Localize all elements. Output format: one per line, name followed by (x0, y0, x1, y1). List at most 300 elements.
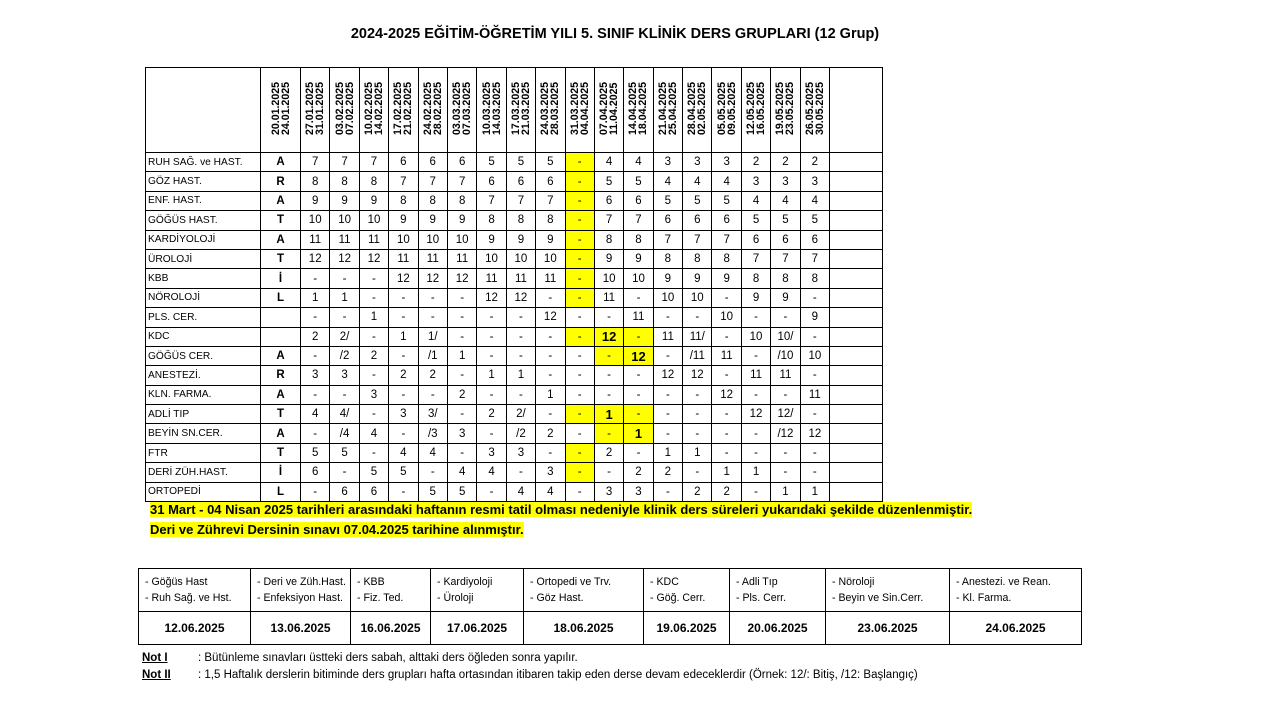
table-row (146, 366, 883, 385)
group-cell: 12 (330, 249, 359, 268)
group-cell: - (330, 385, 359, 404)
group-cell: 5 (594, 172, 623, 191)
group-cell: - (800, 288, 829, 307)
group-cell: - (712, 443, 741, 462)
group-letter: R (261, 366, 301, 385)
group-cell: 3 (653, 153, 682, 172)
holiday-notice-line1: 31 Mart - 04 Nisan 2025 tarihleri arasındaki haftanın resmi tatil olması nedeniyle klinik ders süreleri yukarıdaki şekilde düzenlenmiştir. (150, 502, 973, 517)
group-cell: 1 (800, 482, 829, 501)
group-letter: L (261, 482, 301, 501)
group-cell: 11 (594, 288, 623, 307)
week-date-range (335, 82, 355, 135)
week-end-date: 21.02.2025 (402, 81, 415, 136)
group-cell: 9 (447, 211, 476, 230)
course-name: FTR (146, 443, 261, 462)
group-cell: 6 (301, 463, 330, 482)
group-letter (261, 327, 301, 346)
group-cell: - (565, 385, 594, 404)
table-row (146, 346, 883, 365)
group-cell: - (477, 346, 506, 365)
week-end-date: 30.05.2025 (813, 81, 826, 136)
group-cell: 5 (536, 153, 565, 172)
group-cell: 7 (771, 249, 800, 268)
group-cell: 5 (624, 172, 653, 191)
group-cell: 2 (624, 463, 653, 482)
group-cell: /12 (771, 424, 800, 443)
week-header (447, 68, 476, 153)
group-cell: 3 (536, 463, 565, 482)
table-row (146, 463, 883, 482)
table-row (146, 153, 883, 172)
course-name: ORTOPEDİ (146, 482, 261, 501)
holiday-notice-line2: Deri ve Zührevi Dersinin sınavı 07.04.2025 tarihine alınmıştır. (150, 522, 524, 537)
group-cell: - (506, 308, 535, 327)
group-letter: A (261, 191, 301, 210)
schedule-table (145, 67, 883, 502)
group-cell: 1 (536, 385, 565, 404)
week-start-date: 17.03.2025 (509, 81, 522, 136)
group-cell: 8 (536, 211, 565, 230)
exam-subjects (644, 569, 730, 612)
week-header (301, 68, 330, 153)
week-date-range (271, 82, 291, 135)
group-letter: L (261, 288, 301, 307)
group-cell: 1 (447, 346, 476, 365)
group-cell: 6 (800, 230, 829, 249)
group-cell: - (594, 424, 623, 443)
group-cell: - (771, 443, 800, 462)
group-cell: - (389, 346, 418, 365)
group-cell: 10 (330, 211, 359, 230)
table-row (146, 230, 883, 249)
group-cell: - (741, 482, 770, 501)
group-cell: - (683, 463, 712, 482)
week-end-date: 28.02.2025 (431, 81, 444, 136)
group-cell: - (771, 308, 800, 327)
group-cell: 7 (712, 230, 741, 249)
group-cell: 2/ (506, 405, 535, 424)
group-cell: - (447, 327, 476, 346)
row-blank (830, 482, 883, 501)
group-cell: 3 (741, 172, 770, 191)
group-cell: - (389, 308, 418, 327)
course-name: ÜROLOJİ (146, 249, 261, 268)
group-cell: 4 (741, 191, 770, 210)
group-cell: 4 (800, 191, 829, 210)
group-cell: - (418, 308, 447, 327)
group-cell: 6 (594, 191, 623, 210)
course-name: KARDİYOLOJİ (146, 230, 261, 249)
row-blank (830, 172, 883, 191)
group-cell: 8 (477, 211, 506, 230)
group-cell: - (506, 327, 535, 346)
week-end-date: 16.05.2025 (755, 81, 768, 136)
group-cell: 5 (418, 482, 447, 501)
group-cell: - (536, 288, 565, 307)
exam-schedule-table (138, 568, 1082, 645)
exam-afternoon-course: - Pls. Cerr. (736, 592, 787, 604)
week-date-range (423, 82, 443, 135)
course-name: ENF. HAST. (146, 191, 261, 210)
group-cell: 7 (477, 191, 506, 210)
course-name: ANESTEZİ. (146, 366, 261, 385)
group-cell: 2 (359, 346, 388, 365)
week-start-date: 24.03.2025 (539, 81, 552, 136)
group-cell: - (741, 308, 770, 327)
group-cell: 10 (800, 346, 829, 365)
group-cell: 10 (418, 230, 447, 249)
group-cell: - (330, 463, 359, 482)
group-cell: 12 (712, 385, 741, 404)
group-cell: 9 (741, 288, 770, 307)
week-end-date: 14.03.2025 (490, 81, 503, 136)
week-start-date: 12.05.2025 (745, 81, 758, 136)
group-cell: - (536, 366, 565, 385)
group-cell: 1 (771, 482, 800, 501)
exam-subjects (524, 569, 644, 612)
group-cell: 1 (330, 288, 359, 307)
group-cell: 12 (389, 269, 418, 288)
exam-morning-course: - Adli Tıp (736, 576, 778, 588)
group-cell: 4 (712, 172, 741, 191)
course-name: KBB (146, 269, 261, 288)
group-cell: - (565, 249, 594, 268)
group-cell: - (477, 308, 506, 327)
footnote-label: Not II (142, 669, 171, 681)
group-letter: T (261, 249, 301, 268)
group-cell: - (447, 405, 476, 424)
footnote-text: : Bütünleme sınavları üstteki ders sabah, alttaki ders öğleden sonra yapılır. (198, 652, 578, 664)
week-start-date: 28.04.2025 (686, 81, 699, 136)
group-cell: - (712, 424, 741, 443)
group-cell: - (389, 424, 418, 443)
group-cell: 2 (594, 443, 623, 462)
week-header (330, 68, 359, 153)
group-cell: 9 (712, 269, 741, 288)
course-name: RUH SAĞ. ve HAST. (146, 153, 261, 172)
table-row (146, 424, 883, 443)
group-cell: 1/ (418, 327, 447, 346)
group-cell: - (565, 230, 594, 249)
group-cell: - (565, 269, 594, 288)
exam-afternoon-course: - Kl. Farma. (956, 592, 1012, 604)
group-cell: - (594, 385, 623, 404)
exam-date: 24.06.2025 (950, 612, 1082, 645)
exam-subjects (950, 569, 1082, 612)
week-date-range (364, 82, 384, 135)
group-letter: A (261, 346, 301, 365)
group-cell: - (565, 172, 594, 191)
group-cell: 11 (712, 346, 741, 365)
group-cell: 8 (330, 172, 359, 191)
group-cell: 4 (447, 463, 476, 482)
group-cell: 10 (389, 230, 418, 249)
table-row (146, 385, 883, 404)
exam-morning-course: - Kardiyoloji (437, 576, 493, 588)
row-blank (830, 308, 883, 327)
week-header (389, 68, 418, 153)
group-cell: - (565, 153, 594, 172)
row-blank (830, 443, 883, 462)
group-cell: 12 (653, 366, 682, 385)
group-cell: 12 (506, 288, 535, 307)
group-cell: 2 (301, 327, 330, 346)
row-blank (830, 385, 883, 404)
week-date-range (628, 82, 648, 135)
group-cell: 1 (741, 463, 770, 482)
group-cell: 10 (506, 249, 535, 268)
group-cell: 1 (683, 443, 712, 462)
week-end-date: 02.05.2025 (696, 81, 709, 136)
group-cell: - (683, 405, 712, 424)
group-cell: 8 (506, 211, 535, 230)
group-cell: 6 (653, 211, 682, 230)
group-cell: 9 (389, 211, 418, 230)
week-header (800, 68, 829, 153)
week-start-date: 27.01.2025 (304, 81, 317, 136)
course-name: GÖĞÜS CER. (146, 346, 261, 365)
group-cell: 11 (536, 269, 565, 288)
group-cell: 6 (683, 211, 712, 230)
group-cell: - (565, 443, 594, 462)
group-cell: 12 (624, 346, 653, 365)
row-blank (830, 346, 883, 365)
group-cell: 9 (359, 191, 388, 210)
group-cell: 2 (683, 482, 712, 501)
row-blank (830, 366, 883, 385)
group-cell: - (653, 424, 682, 443)
group-cell: 10 (594, 269, 623, 288)
group-cell: 12 (800, 424, 829, 443)
group-cell: 5 (301, 443, 330, 462)
group-cell: 9 (594, 249, 623, 268)
exam-subjects (251, 569, 351, 612)
group-cell: 6 (330, 482, 359, 501)
group-cell: 10 (359, 211, 388, 230)
group-cell: 7 (447, 172, 476, 191)
course-name: BEYİN SN.CER. (146, 424, 261, 443)
group-cell: 4/ (330, 405, 359, 424)
group-cell: 2 (536, 424, 565, 443)
group-letter: A (261, 385, 301, 404)
week-start-date: 21.04.2025 (656, 81, 669, 136)
group-cell: 6 (389, 153, 418, 172)
footnote-text: : 1,5 Haftalık derslerin bitiminde ders grupları hafta ortasından itibaren takip eden derse devam edeceklerdir (Örnek: 12/: Bitiş, /12: Başlangıç) (198, 669, 918, 681)
group-cell: - (565, 211, 594, 230)
week-header (506, 68, 535, 153)
group-cell: 5 (653, 191, 682, 210)
group-cell: 9 (506, 230, 535, 249)
group-cell: 11 (330, 230, 359, 249)
group-cell: - (624, 288, 653, 307)
group-cell: 10/ (771, 327, 800, 346)
group-cell: 9 (330, 191, 359, 210)
group-cell: 11 (771, 366, 800, 385)
group-cell: 10 (624, 269, 653, 288)
group-cell: - (800, 463, 829, 482)
exam-morning-course: - Göğüs Hast (145, 576, 208, 588)
row-blank (830, 191, 883, 210)
exam-subjects (431, 569, 524, 612)
group-cell: - (359, 366, 388, 385)
week-header (359, 68, 388, 153)
group-cell: 2 (712, 482, 741, 501)
group-cell: /1 (418, 346, 447, 365)
group-cell: 1 (594, 405, 623, 424)
group-cell: - (389, 385, 418, 404)
group-cell: 8 (683, 249, 712, 268)
group-cell: 4 (359, 424, 388, 443)
week-start-date: 26.05.2025 (803, 81, 816, 136)
group-cell: - (712, 366, 741, 385)
group-cell: 11 (506, 269, 535, 288)
exam-afternoon-course: - Ruh Sağ. ve Hst. (145, 592, 232, 604)
group-cell: 7 (741, 249, 770, 268)
week-date-range (717, 82, 737, 135)
exam-afternoon-course: - Fiz. Ted. (357, 592, 404, 604)
group-cell: - (741, 346, 770, 365)
group-cell: 8 (741, 269, 770, 288)
group-cell: 8 (653, 249, 682, 268)
group-cell: 8 (800, 269, 829, 288)
group-cell: 11 (741, 366, 770, 385)
group-cell: 5 (800, 211, 829, 230)
exam-afternoon-course: - Enfeksiyon Hast. (257, 592, 343, 604)
group-cell: - (624, 443, 653, 462)
group-cell: - (712, 405, 741, 424)
group-cell: 3 (301, 366, 330, 385)
group-cell: - (741, 443, 770, 462)
group-cell: 12 (359, 249, 388, 268)
table-row (146, 405, 883, 424)
group-letter: A (261, 153, 301, 172)
group-cell: /2 (506, 424, 535, 443)
group-cell: 5 (506, 153, 535, 172)
group-cell: 6 (359, 482, 388, 501)
week-header (712, 68, 741, 153)
group-cell: - (800, 443, 829, 462)
group-cell: 11/ (683, 327, 712, 346)
group-letter (261, 308, 301, 327)
group-cell: 4 (389, 443, 418, 462)
group-cell: - (565, 346, 594, 365)
group-cell: 11 (389, 249, 418, 268)
row-blank (830, 211, 883, 230)
group-cell: 8 (712, 249, 741, 268)
group-cell: - (506, 346, 535, 365)
group-cell: 4 (536, 482, 565, 501)
week-end-date: 07.02.2025 (343, 81, 356, 136)
group-cell: 10 (712, 308, 741, 327)
week-header (594, 68, 623, 153)
row-blank (830, 153, 883, 172)
group-cell: - (741, 385, 770, 404)
group-cell: - (712, 288, 741, 307)
group-cell: 5 (712, 191, 741, 210)
group-cell: - (447, 443, 476, 462)
group-letter: T (261, 443, 301, 462)
group-cell: 11 (653, 327, 682, 346)
exam-afternoon-course: - Üroloji (437, 592, 474, 604)
group-cell: - (594, 463, 623, 482)
week-start-date: 10.02.2025 (362, 81, 375, 136)
group-cell: - (418, 288, 447, 307)
group-cell: - (477, 385, 506, 404)
group-cell: - (594, 308, 623, 327)
week-date-range (393, 82, 413, 135)
row-blank (830, 424, 883, 443)
group-cell: 7 (594, 211, 623, 230)
group-cell: 11 (624, 308, 653, 327)
group-cell: - (330, 308, 359, 327)
group-cell: 10 (653, 288, 682, 307)
group-cell: 3 (771, 172, 800, 191)
group-cell: - (683, 385, 712, 404)
week-date-range (687, 82, 707, 135)
group-cell: - (565, 191, 594, 210)
group-cell: 8 (359, 172, 388, 191)
exam-morning-course: - KBB (357, 576, 385, 588)
group-cell: 12 (536, 308, 565, 327)
group-cell: 10 (301, 211, 330, 230)
exam-date: 20.06.2025 (730, 612, 826, 645)
exam-afternoon-course: - Göğ. Cerr. (650, 592, 706, 604)
footnote (142, 650, 918, 667)
group-cell: 9 (536, 230, 565, 249)
footnote-label: Not I (142, 652, 168, 664)
group-cell: 6 (418, 153, 447, 172)
course-name: ADLİ TIP (146, 405, 261, 424)
group-cell: 2 (741, 153, 770, 172)
week-end-date: 28.03.2025 (549, 81, 562, 136)
group-letter: A (261, 230, 301, 249)
group-cell: 3 (594, 482, 623, 501)
group-cell: - (418, 385, 447, 404)
group-cell: 8 (301, 172, 330, 191)
group-cell: 11 (800, 385, 829, 404)
group-cell: 6 (741, 230, 770, 249)
week-end-date: 24.01.2025 (279, 81, 292, 136)
group-cell: 3 (330, 366, 359, 385)
group-cell: - (506, 463, 535, 482)
week-end-date: 31.01.2025 (314, 81, 327, 136)
week-end-date: 18.04.2025 (637, 81, 650, 136)
group-cell: 9 (683, 269, 712, 288)
group-cell: 10 (683, 288, 712, 307)
group-cell: 1 (301, 288, 330, 307)
group-cell: 4 (771, 191, 800, 210)
exam-morning-course: - Anestezi. ve Rean. (956, 576, 1051, 588)
week-end-date: 04.04.2025 (578, 81, 591, 136)
week-start-date: 03.03.2025 (451, 81, 464, 136)
group-cell: - (447, 308, 476, 327)
group-cell: - (536, 346, 565, 365)
group-cell: 12 (741, 405, 770, 424)
group-cell: 3 (624, 482, 653, 501)
group-cell: - (389, 482, 418, 501)
group-cell: - (653, 405, 682, 424)
group-cell: - (359, 269, 388, 288)
group-cell: - (594, 346, 623, 365)
week-date-range (775, 82, 795, 135)
group-cell: - (565, 288, 594, 307)
group-cell: 2 (447, 385, 476, 404)
group-cell: 7 (301, 153, 330, 172)
group-cell: - (653, 482, 682, 501)
exam-morning-course: - Ortopedi ve Trv. (530, 576, 612, 588)
row-blank (830, 288, 883, 307)
week-header (477, 68, 506, 153)
